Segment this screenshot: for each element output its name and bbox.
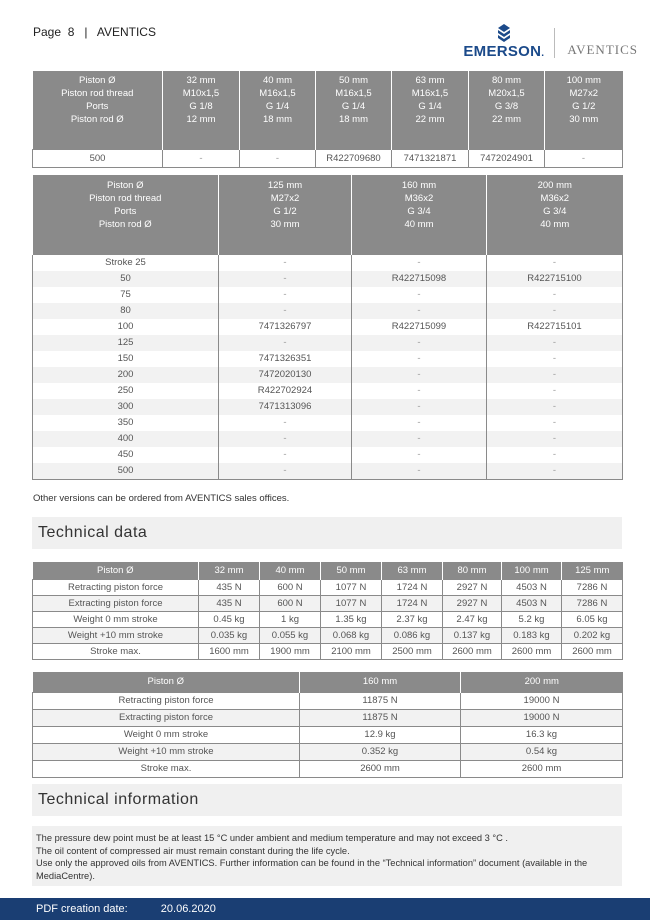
table-cell: - xyxy=(219,255,352,271)
table-cell: 11875 N xyxy=(300,693,461,710)
technical-data-table-large xyxy=(32,672,623,778)
table-cell: - xyxy=(487,335,623,351)
column-header: 40 mm xyxy=(260,562,321,580)
table-cell: - xyxy=(352,255,487,271)
table-cell: 0.035 kg xyxy=(199,628,260,644)
page-footer xyxy=(0,898,650,920)
page-header xyxy=(0,0,650,65)
table-row xyxy=(33,415,623,431)
emerson-logo xyxy=(463,24,544,60)
column-header: Piston Ø xyxy=(33,562,199,580)
table-cell: 7471326797 xyxy=(219,319,352,335)
footer-date: 20.06.2020 xyxy=(160,903,216,915)
column-header: 50 mm xyxy=(321,562,382,580)
row-label: 50 xyxy=(33,271,219,287)
table-cell: - xyxy=(487,447,623,463)
row-label: 200 xyxy=(33,367,219,383)
row-label: 125 xyxy=(33,335,219,351)
table-cell: 2927 N xyxy=(443,596,502,612)
table-cell: 1900 mm xyxy=(260,644,321,660)
table-row xyxy=(33,612,623,628)
table-cell: 600 N xyxy=(260,596,321,612)
row-label: Weight +10 mm stroke xyxy=(33,744,300,761)
table-cell: 2500 mm xyxy=(382,644,443,660)
table-cell: 0.068 kg xyxy=(321,628,382,644)
table-cell: 0.137 kg xyxy=(443,628,502,644)
table-cell: - xyxy=(219,271,352,287)
table-cell: - xyxy=(352,367,487,383)
table-cell: - xyxy=(487,351,623,367)
table1-header-labels: Piston Ø Piston rod thread Ports Piston rod Ø xyxy=(33,71,163,149)
table1-col-63: 63 mm M16x1,5 G 1/4 22 mm xyxy=(392,71,469,149)
table-cell: 0.352 kg xyxy=(300,744,461,761)
table-row xyxy=(33,399,623,415)
row-label: 300 xyxy=(33,399,219,415)
table-cell: - xyxy=(352,287,487,303)
table-row xyxy=(33,761,623,778)
table-row xyxy=(33,255,623,271)
table-cell: 0.202 kg xyxy=(562,628,623,644)
row-label: Stroke max. xyxy=(33,761,300,778)
table-cell: - xyxy=(352,463,487,479)
table-row xyxy=(33,628,623,644)
column-header: 125 mm xyxy=(562,562,623,580)
table-cell: - xyxy=(487,287,623,303)
emerson-wordmark-dot: . xyxy=(541,48,545,59)
table-row xyxy=(33,271,623,287)
table-cell: 2100 mm xyxy=(321,644,382,660)
row-label: Weight 0 mm stroke xyxy=(33,727,300,744)
column-header: 32 mm xyxy=(199,562,260,580)
table-row xyxy=(33,580,623,596)
table-cell: 1077 N xyxy=(321,580,382,596)
table-row xyxy=(33,319,623,335)
table-cell: - xyxy=(352,303,487,319)
table-cell: 2.47 kg xyxy=(443,612,502,628)
table-cell: R422715101 xyxy=(487,319,623,335)
footer-label: PDF creation date: xyxy=(36,903,128,915)
ordering-note: Other versions can be ordered from AVENTICS sales offices. xyxy=(33,493,290,504)
table-row xyxy=(33,431,623,447)
table-cell: - xyxy=(219,287,352,303)
table-cell: 0.055 kg xyxy=(260,628,321,644)
info-line: The oil content of compressed air must remain constant during the life cycle. xyxy=(36,845,350,856)
table-cell: - xyxy=(487,303,623,319)
table-cell: - xyxy=(219,447,352,463)
table4-body xyxy=(33,693,623,778)
table-row xyxy=(33,710,623,727)
table-cell: - xyxy=(352,431,487,447)
table-cell: 2600 mm xyxy=(300,761,461,778)
order-table-large-bores xyxy=(32,175,623,480)
table-cell: 4503 N xyxy=(502,596,562,612)
table2-header-row xyxy=(33,175,623,255)
column-header: 80 mm xyxy=(443,562,502,580)
table-cell: 7286 N xyxy=(562,596,623,612)
table-cell: 7472020130 xyxy=(219,367,352,383)
table-cell: 2600 mm xyxy=(502,644,562,660)
table-cell: 435 N xyxy=(199,580,260,596)
table-cell: 2600 mm xyxy=(461,761,623,778)
table-row xyxy=(33,463,623,479)
row-label: 500 xyxy=(33,463,219,479)
table-row xyxy=(33,351,623,367)
table-cell: - xyxy=(352,335,487,351)
row-label: 250 xyxy=(33,383,219,399)
table-cell: 19000 N xyxy=(461,710,623,727)
emerson-mark-icon xyxy=(493,24,515,42)
table2-col-125: 125 mm M27x2 G 1/2 30 mm xyxy=(219,175,352,255)
table-cell: 0.54 kg xyxy=(461,744,623,761)
table-cell: - xyxy=(352,351,487,367)
emerson-wordmark: EMERSON xyxy=(463,43,542,60)
table1-col-32: 32 mm M10x1,5 G 1/8 12 mm xyxy=(163,71,240,149)
table-cell: 6.05 kg xyxy=(562,612,623,628)
info-line: The pressure dew point must be at least 15 °C under ambient and medium temperature and may not exceed 3 °C . xyxy=(36,833,509,843)
table-cell: R422702924 xyxy=(219,383,352,399)
table-cell: 11875 N xyxy=(300,710,461,727)
table2-col-200: 200 mm M36x2 G 3/4 40 mm xyxy=(487,175,623,255)
row-label: Extracting piston force xyxy=(33,596,199,612)
row-label: Stroke 25 xyxy=(33,255,219,271)
table-cell: 12.9 kg xyxy=(300,727,461,744)
table-cell: 1724 N xyxy=(382,596,443,612)
row-label: 100 xyxy=(33,319,219,335)
row-label: Extracting piston force xyxy=(33,710,300,727)
table-cell: - xyxy=(352,415,487,431)
column-header: 200 mm xyxy=(461,672,623,693)
table-cell: 2600 mm xyxy=(443,644,502,660)
table-cell: 2600 mm xyxy=(562,644,623,660)
page-number-label: Page 8 | AVENTICS xyxy=(33,25,156,39)
technical-information-text xyxy=(32,826,622,886)
table-cell: 7286 N xyxy=(562,580,623,596)
table-cell: - xyxy=(352,447,487,463)
table-row xyxy=(33,693,623,710)
table1-col-40: 40 mm M16x1,5 G 1/4 18 mm xyxy=(240,71,316,149)
row-label: Weight +10 mm stroke xyxy=(33,628,199,644)
table3-header-row xyxy=(33,562,623,580)
row-label: 150 xyxy=(33,351,219,367)
table-row xyxy=(33,287,623,303)
table-cell: 1 kg xyxy=(260,612,321,628)
table-row xyxy=(33,367,623,383)
table-cell: 7471326351 xyxy=(219,351,352,367)
table-cell: - xyxy=(219,463,352,479)
table-cell: - xyxy=(487,399,623,415)
table1-col-80: 80 mm M20x1,5 G 3/8 22 mm xyxy=(469,71,545,149)
table-cell: 1600 mm xyxy=(199,644,260,660)
table2-col-160: 160 mm M36x2 G 3/4 40 mm xyxy=(352,175,487,255)
order-table-small-bores xyxy=(32,71,623,168)
column-header: Piston Ø xyxy=(33,672,300,693)
column-header: 100 mm xyxy=(502,562,562,580)
table-row xyxy=(33,447,623,463)
table-cell: 1724 N xyxy=(382,580,443,596)
table-row xyxy=(33,335,623,351)
section-title-technical-data: Technical data xyxy=(32,517,622,549)
table-cell: - xyxy=(487,463,623,479)
table-row xyxy=(33,727,623,744)
table-row xyxy=(33,383,623,399)
row-label: Retracting piston force xyxy=(33,693,300,710)
row-label: 400 xyxy=(33,431,219,447)
table-cell: 2.37 kg xyxy=(382,612,443,628)
table-cell: 16.3 kg xyxy=(461,727,623,744)
table-cell: - xyxy=(219,303,352,319)
row-label: 350 xyxy=(33,415,219,431)
row-label: 75 xyxy=(33,287,219,303)
table-cell: 1077 N xyxy=(321,596,382,612)
table-cell: - xyxy=(352,383,487,399)
technical-data-table-small xyxy=(32,562,623,660)
table1-header-row xyxy=(33,71,623,149)
table-cell: - xyxy=(487,431,623,447)
table-cell: 2927 N xyxy=(443,580,502,596)
row-label: 450 xyxy=(33,447,219,463)
logo-divider xyxy=(554,28,555,58)
table-cell: - xyxy=(352,399,487,415)
brand-logos xyxy=(463,18,638,60)
table-cell: 0.086 kg xyxy=(382,628,443,644)
table-cell: R422715098 xyxy=(352,271,487,287)
table-cell: 4503 N xyxy=(502,580,562,596)
column-header: 160 mm xyxy=(300,672,461,693)
table-cell: - xyxy=(487,415,623,431)
table-cell: 0.183 kg xyxy=(502,628,562,644)
table1-col-100: 100 mm M27x2 G 1/2 30 mm xyxy=(545,71,623,149)
row-label: Weight 0 mm stroke xyxy=(33,612,199,628)
table-row xyxy=(33,596,623,612)
table4-header-row xyxy=(33,672,623,693)
table-cell: 600 N xyxy=(260,580,321,596)
row-label: Stroke max. xyxy=(33,644,199,660)
table-cell: 435 N xyxy=(199,596,260,612)
table-cell: R422715100 xyxy=(487,271,623,287)
info-line: Use only the approved oils from AVENTICS. Further information can be found in the “Technical information” document (available in the MediaCentre). xyxy=(36,858,588,881)
table1-col-50: 50 mm M16x1,5 G 1/4 18 mm xyxy=(316,71,392,149)
table-cell: 7471313096 xyxy=(219,399,352,415)
table-row: 500 - - R422709680 7471321871 7472024901 - xyxy=(33,149,623,167)
table-cell: - xyxy=(219,335,352,351)
table-cell: 19000 N xyxy=(461,693,623,710)
row-label: 80 xyxy=(33,303,219,319)
table-cell: - xyxy=(219,431,352,447)
section-title-technical-information: Technical information xyxy=(32,784,622,816)
column-header: 63 mm xyxy=(382,562,443,580)
table-row xyxy=(33,303,623,319)
table-cell: - xyxy=(487,255,623,271)
table-cell: - xyxy=(219,415,352,431)
table-row xyxy=(33,644,623,660)
table-cell: - xyxy=(487,367,623,383)
table2-header-labels: Piston Ø Piston rod thread Ports Piston rod Ø xyxy=(33,175,219,255)
table-cell: R422715099 xyxy=(352,319,487,335)
aventics-wordmark: AVENTICS xyxy=(567,42,638,57)
table-cell: 5.2 kg xyxy=(502,612,562,628)
table-row xyxy=(33,744,623,761)
table-cell: 0.45 kg xyxy=(199,612,260,628)
table3-body xyxy=(33,580,623,660)
table-cell: - xyxy=(487,383,623,399)
table-cell: 1.35 kg xyxy=(321,612,382,628)
table2-body xyxy=(33,255,623,479)
row-label: Retracting piston force xyxy=(33,580,199,596)
